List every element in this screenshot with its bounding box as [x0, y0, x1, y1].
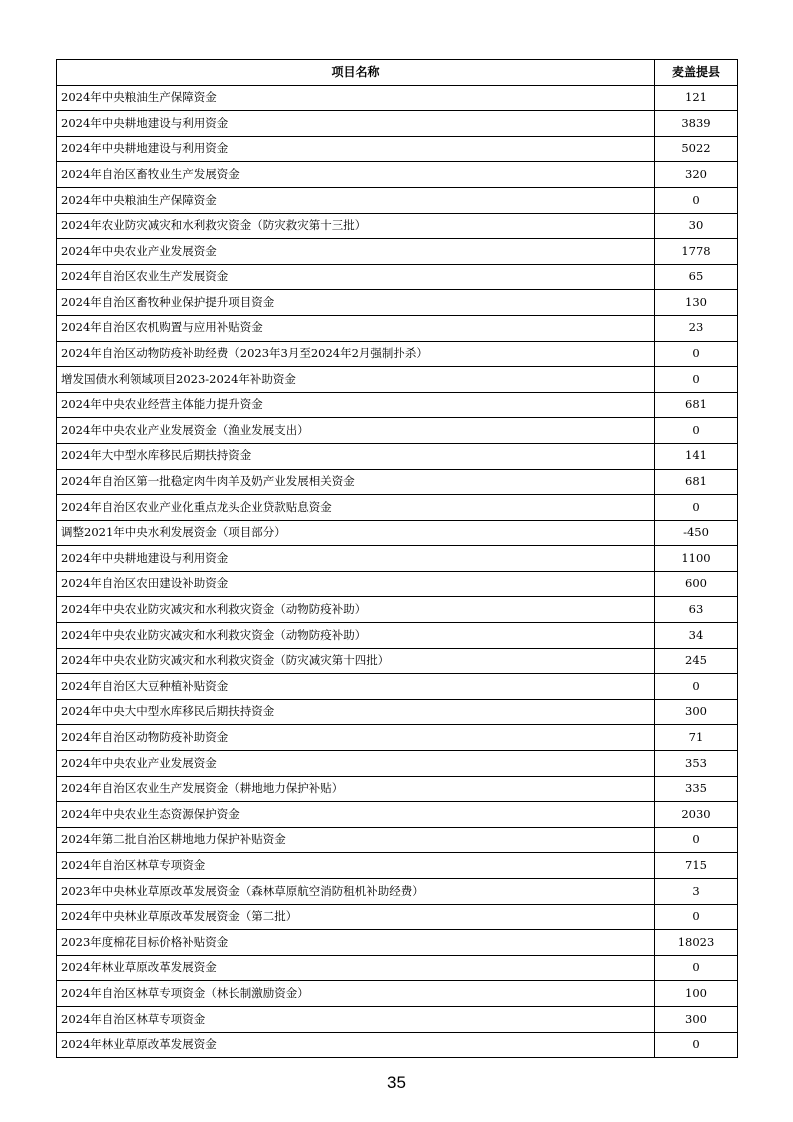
project-name-cell: 调整2021年中央水利发展资金（项目部分） — [57, 520, 655, 546]
project-name-cell: 2024年中央农业防灾减灾和水利救灾资金（防灾减灾第十四批） — [57, 648, 655, 674]
project-name-cell: 2024年自治区第一批稳定肉牛肉羊及奶产业发展相关资金 — [57, 469, 655, 495]
amount-cell: 5022 — [655, 136, 738, 162]
table-row — [57, 1006, 738, 1032]
project-name-cell: 2024年中央耕地建设与利用资金 — [57, 111, 655, 137]
table-row — [57, 315, 738, 341]
amount-cell: 0 — [655, 341, 738, 367]
project-name-cell: 2024年自治区农业生产发展资金 — [57, 264, 655, 290]
table-row — [57, 495, 738, 521]
project-name-cell: 2024年大中型水库移民后期扶持资金 — [57, 443, 655, 469]
table-row — [57, 264, 738, 290]
table-row — [57, 802, 738, 828]
project-name-cell: 2024年中央农业生态资源保护资金 — [57, 802, 655, 828]
project-name-cell: 2024年中央农业产业发展资金 — [57, 239, 655, 265]
amount-cell: 23 — [655, 315, 738, 341]
amount-cell: 353 — [655, 751, 738, 777]
amount-cell: 71 — [655, 725, 738, 751]
amount-cell: 300 — [655, 1006, 738, 1032]
amount-cell: 65 — [655, 264, 738, 290]
table-row — [57, 776, 738, 802]
table-row — [57, 1032, 738, 1058]
project-name-cell: 2023年度棉花目标价格补贴资金 — [57, 930, 655, 956]
amount-cell: 0 — [655, 1032, 738, 1058]
header-row — [57, 60, 738, 86]
amount-cell: 18023 — [655, 930, 738, 956]
amount-cell: 320 — [655, 162, 738, 188]
table-row — [57, 290, 738, 316]
table-row — [57, 571, 738, 597]
amount-cell: 100 — [655, 981, 738, 1007]
table-row — [57, 85, 738, 111]
table-row — [57, 469, 738, 495]
amount-cell: 300 — [655, 699, 738, 725]
table-row — [57, 623, 738, 649]
amount-cell: 34 — [655, 623, 738, 649]
table-row — [57, 853, 738, 879]
project-name-cell: 2024年自治区林草专项资金 — [57, 1006, 655, 1032]
project-name-cell: 2024年中央粮油生产保障资金 — [57, 187, 655, 213]
amount-cell: 121 — [655, 85, 738, 111]
table-row — [57, 418, 738, 444]
project-name-cell: 2024年林业草原改革发展资金 — [57, 955, 655, 981]
amount-cell: 0 — [655, 904, 738, 930]
table-row — [57, 955, 738, 981]
project-name-cell: 2024年自治区农业产业化重点龙头企业贷款贴息资金 — [57, 495, 655, 521]
table-row — [57, 520, 738, 546]
table-row — [57, 546, 738, 572]
amount-cell: 245 — [655, 648, 738, 674]
table-row — [57, 674, 738, 700]
amount-cell: 0 — [655, 367, 738, 393]
table-row — [57, 930, 738, 956]
amount-cell: 715 — [655, 853, 738, 879]
table-row — [57, 879, 738, 905]
table-header — [57, 60, 738, 86]
table-row — [57, 597, 738, 623]
project-name-cell: 2024年中央耕地建设与利用资金 — [57, 546, 655, 572]
table-row — [57, 648, 738, 674]
project-name-cell: 2024年自治区畜牧种业保护提升项目资金 — [57, 290, 655, 316]
table-body — [57, 85, 738, 1058]
project-name-cell: 2024年中央耕地建设与利用资金 — [57, 136, 655, 162]
amount-cell: 130 — [655, 290, 738, 316]
amount-cell: 0 — [655, 955, 738, 981]
project-name-cell: 2024年自治区动物防疫补助资金 — [57, 725, 655, 751]
project-name-cell: 2024年中央农业产业发展资金（渔业发展支出） — [57, 418, 655, 444]
project-name-cell: 2023年中央林业草原改革发展资金（森林草原航空消防租机补助经费） — [57, 879, 655, 905]
amount-cell: 0 — [655, 827, 738, 853]
project-name-cell: 增发国债水利领域项目2023-2024年补助资金 — [57, 367, 655, 393]
amount-cell: 0 — [655, 187, 738, 213]
amount-cell: 0 — [655, 418, 738, 444]
project-name-cell: 2024年自治区畜牧业生产发展资金 — [57, 162, 655, 188]
project-name-cell: 2024年中央农业产业发展资金 — [57, 751, 655, 777]
amount-cell: -450 — [655, 520, 738, 546]
amount-cell: 3839 — [655, 111, 738, 137]
amount-cell: 1100 — [655, 546, 738, 572]
amount-cell: 0 — [655, 495, 738, 521]
table-row — [57, 213, 738, 239]
fund-table — [56, 59, 738, 1058]
project-name-cell: 2024年中央农业防灾减灾和水利救灾资金（动物防疫补助） — [57, 597, 655, 623]
table-row — [57, 341, 738, 367]
project-name-cell: 2024年自治区大豆种植补贴资金 — [57, 674, 655, 700]
table-row — [57, 239, 738, 265]
amount-cell: 2030 — [655, 802, 738, 828]
table-row — [57, 827, 738, 853]
project-name-cell: 2024年自治区农田建设补助资金 — [57, 571, 655, 597]
table-row — [57, 725, 738, 751]
table-row — [57, 187, 738, 213]
project-name-cell: 2024年农业防灾减灾和水利救灾资金（防灾救灾第十三批） — [57, 213, 655, 239]
project-name-cell: 2024年自治区林草专项资金 — [57, 853, 655, 879]
amount-cell: 681 — [655, 469, 738, 495]
table-row — [57, 136, 738, 162]
project-name-cell: 2024年中央林业草原改革发展资金（第二批） — [57, 904, 655, 930]
project-name-cell: 2024年自治区林草专项资金（林长制激励资金） — [57, 981, 655, 1007]
table-row — [57, 392, 738, 418]
amount-cell: 3 — [655, 879, 738, 905]
project-name-cell: 2024年中央农业防灾减灾和水利救灾资金（动物防疫补助） — [57, 623, 655, 649]
table-row — [57, 981, 738, 1007]
project-name-cell: 2024年林业草原改革发展资金 — [57, 1032, 655, 1058]
column-header-project-name: 项目名称 — [57, 60, 655, 86]
column-header-county: 麦盖提县 — [655, 60, 738, 86]
amount-cell: 63 — [655, 597, 738, 623]
amount-cell: 335 — [655, 776, 738, 802]
project-name-cell: 2024年中央大中型水库移民后期扶持资金 — [57, 699, 655, 725]
project-name-cell: 2024年自治区农机购置与应用补贴资金 — [57, 315, 655, 341]
amount-cell: 600 — [655, 571, 738, 597]
table-row — [57, 162, 738, 188]
table-row — [57, 111, 738, 137]
table-row — [57, 699, 738, 725]
table-row — [57, 904, 738, 930]
page-number: 35 — [387, 1073, 406, 1092]
project-name-cell: 2024年中央农业经营主体能力提升资金 — [57, 392, 655, 418]
table-row — [57, 751, 738, 777]
amount-cell: 30 — [655, 213, 738, 239]
table-row — [57, 443, 738, 469]
project-name-cell: 2024年自治区动物防疫补助经费（2023年3月至2024年2月强制扑杀） — [57, 341, 655, 367]
amount-cell: 0 — [655, 674, 738, 700]
amount-cell: 141 — [655, 443, 738, 469]
amount-cell: 1778 — [655, 239, 738, 265]
project-name-cell: 2024年第二批自治区耕地地力保护补贴资金 — [57, 827, 655, 853]
project-name-cell: 2024年中央粮油生产保障资金 — [57, 85, 655, 111]
amount-cell: 681 — [655, 392, 738, 418]
table-row — [57, 367, 738, 393]
project-name-cell: 2024年自治区农业生产发展资金（耕地地力保护补贴） — [57, 776, 655, 802]
